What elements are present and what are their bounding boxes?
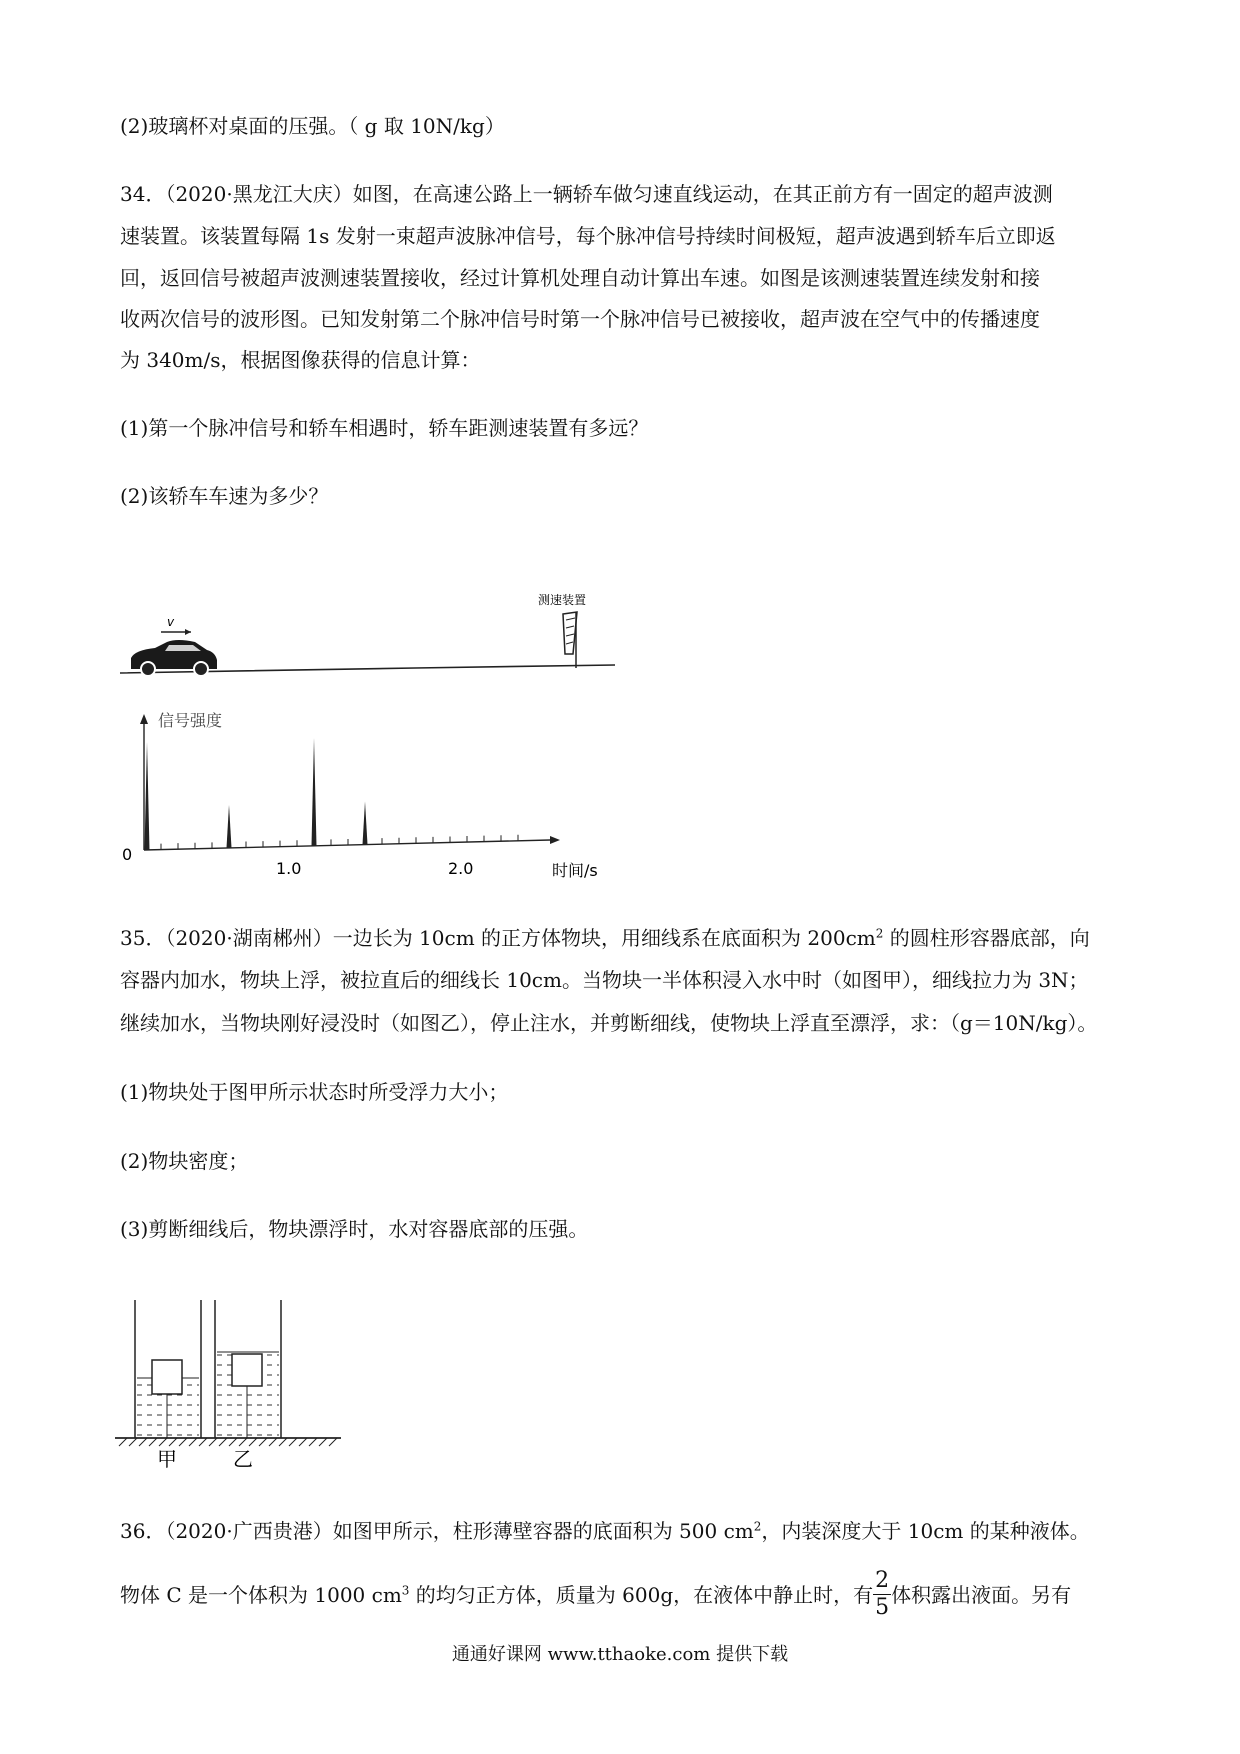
- x-axis: [144, 840, 550, 850]
- signal-pulse: [312, 738, 317, 846]
- fraction: $\frac{2}{5}$: [875, 1568, 890, 1620]
- containers-figure: [115, 1300, 345, 1470]
- x-axis-arrow: [550, 836, 560, 844]
- question-34-line: 速装置。该装置每隔 1s 发射一束超声波脉冲信号，每个脉冲信号持续时间极短，超声波遇到轿车后立即返: [120, 224, 1056, 248]
- origin-label: 0: [122, 845, 133, 864]
- question-36-line: 36．（2020·广西贵港）如图甲所示，柱形薄壁容器的底面积为 500 $cm^2$，内装深度大于 10cm 的某种液体。: [120, 1519, 1090, 1543]
- x-tick-label-2: 2.0: [448, 859, 474, 878]
- question-34-line: 收两次信号的波形图。已知发射第二个脉冲信号时第一个脉冲信号已被接收，超声波在空气中的传播速度: [120, 307, 1040, 331]
- speed-device-icon: [563, 612, 577, 668]
- ground-hatch: [115, 1438, 341, 1446]
- question-35-sub-3: (3)剪断细线后，物块漂浮时，水对容器底部的压强。: [120, 1217, 589, 1241]
- signal-chart: [110, 700, 630, 885]
- question-34-sub-1: (1)第一个脉冲信号和轿车相遇时，轿车距测速装置有多远？: [120, 416, 649, 440]
- question-35-sub-1: (1)物块处于图甲所示状态时所受浮力大小；: [120, 1080, 509, 1104]
- question-35-sub-2: (2)物块密度；: [120, 1149, 249, 1173]
- signal-pulse: [145, 742, 150, 850]
- question-34-line: 为 340m/s，根据图像获得的信息计算：: [120, 348, 481, 372]
- question-34-sub-2: (2)该轿车车速为多少？: [120, 484, 329, 508]
- question-36-line: 物体 C 是一个体积为 1000 $cm^3$ 的均匀正方体，质量为 600g，在液体中静止时，有 $\frac{2}{5}$ 体积露出液面。另有: [120, 1568, 1072, 1620]
- y-axis-arrow: [140, 714, 148, 724]
- signal-pulse: [363, 801, 368, 844]
- x-axis-label: 时间/s: [552, 861, 598, 880]
- car-figure: [115, 590, 620, 680]
- question-35-line: 容器内加水，物块上浮，被拉直后的细线长 10cm。当物块一半体积浸入水中时（如图甲），细线拉力为 3N；: [120, 968, 1089, 992]
- container-yi: [215, 1300, 281, 1438]
- signal-pulse: [227, 805, 232, 848]
- question-34-line: 34．（2020·黑龙江大庆）如图，在高速公路上一辆轿车做匀速直线运动，在其正前方有一固定的超声波测: [120, 182, 1053, 206]
- text-line: (2)玻璃杯对桌面的压强。（ g 取 10N/kg）: [120, 114, 505, 138]
- y-axis-label: 信号强度: [158, 711, 223, 730]
- signal-pulses: [145, 738, 368, 850]
- label-yi: 乙: [233, 1447, 253, 1470]
- question-35-line: 继续加水，当物块刚好浸没时（如图乙），停止注水，并剪断细线，使物块上浮直至漂浮，求：（g＝10N/kg）。: [120, 1011, 1098, 1035]
- question-34-line: 回，返回信号被超声波测速装置接收，经过计算机处理自动计算出车速。如图是该测速装置连续发射和接: [120, 266, 1040, 290]
- container-jia: [135, 1300, 201, 1438]
- device-label: 测速装置: [538, 593, 587, 607]
- question-35-line: 35．（2020·湖南郴州）一边长为 10cm 的正方体物块，用细线系在底面积为 $200cm^2$ 的圆柱形容器底部，向: [120, 926, 1090, 950]
- label-jia: 甲: [157, 1447, 177, 1470]
- x-tick-label-1: 1.0: [276, 859, 302, 878]
- velocity-label: v: [167, 615, 175, 629]
- footer: 通通好课网 www.tthaoke.com 提供下载: [451, 1644, 789, 1665]
- car-icon: [131, 640, 217, 676]
